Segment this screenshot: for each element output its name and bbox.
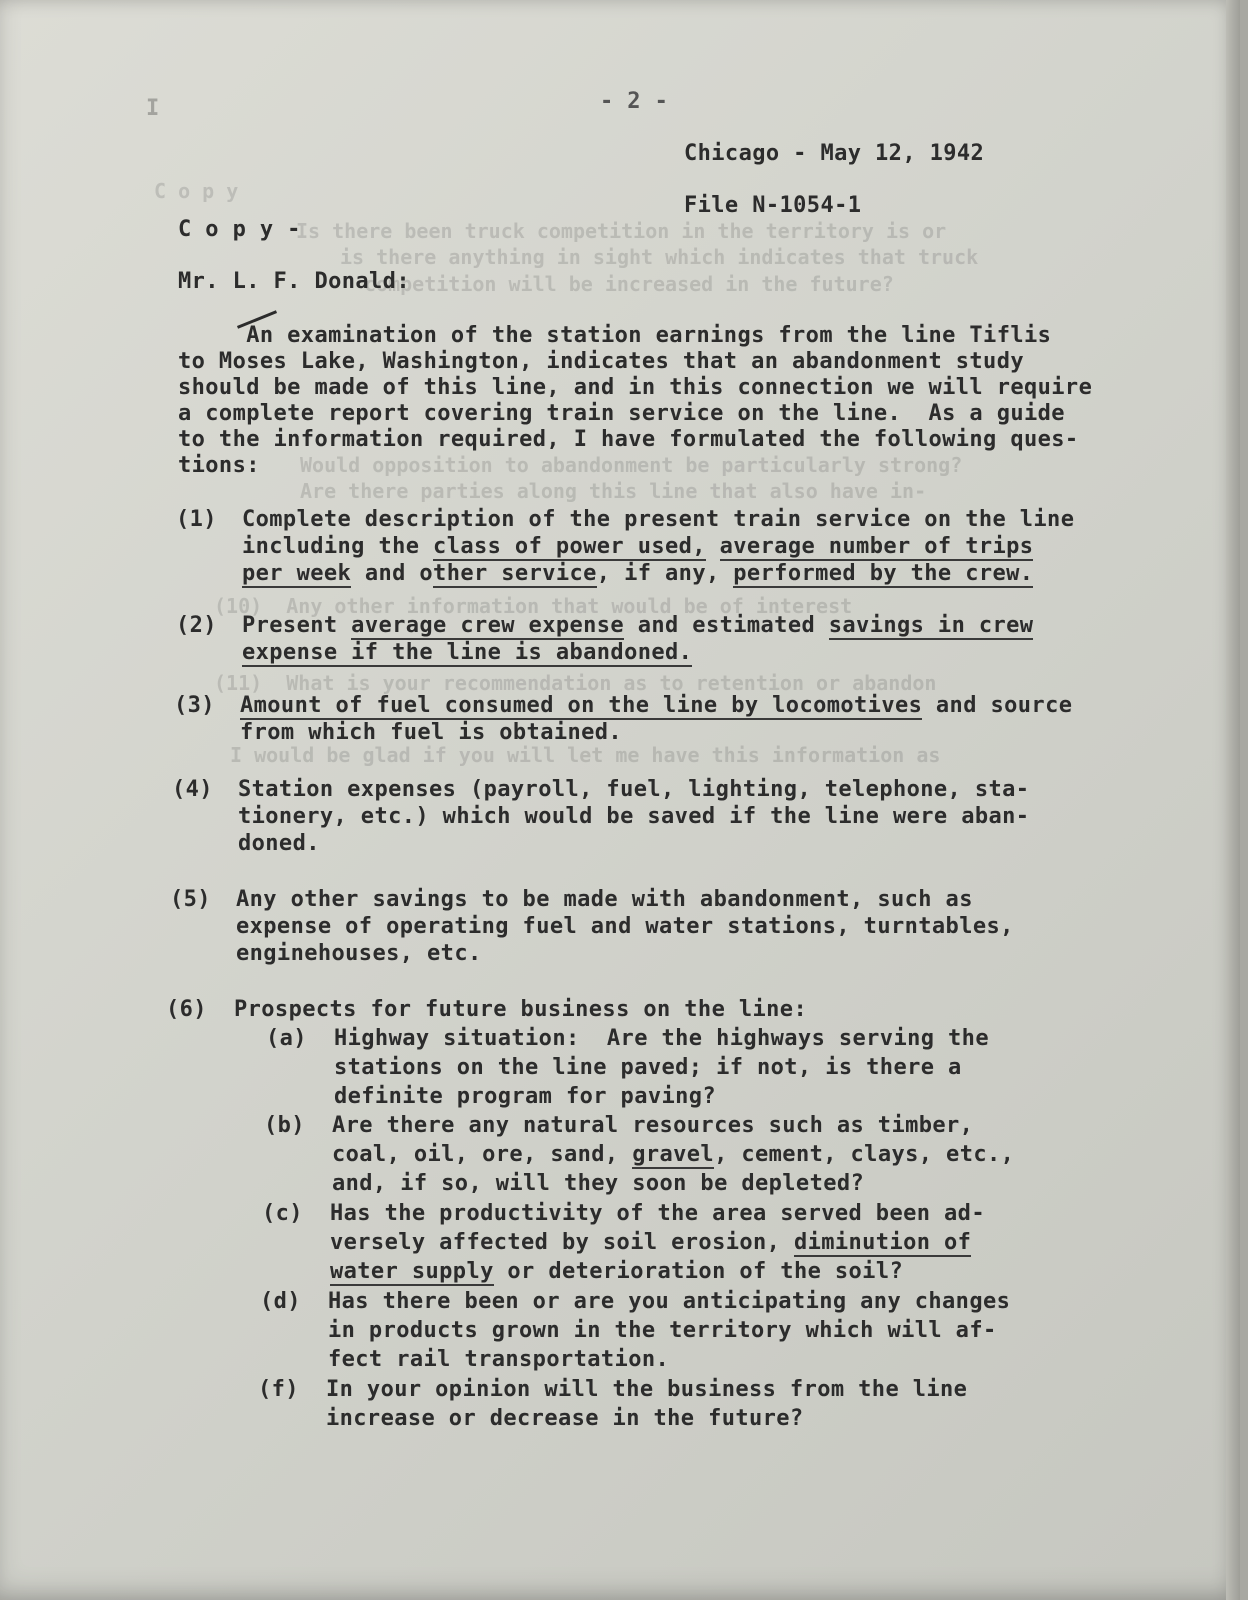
ghost-line: Would opposition to abandonment be particularly strong? <box>300 453 963 477</box>
question-4-line: Station expenses (payroll, fuel, lighting, telephone, sta- <box>238 777 1030 802</box>
intro-line: to Moses Lake, Washington, indicates that an abandonment study <box>178 349 1024 374</box>
ghost-line: is there anything in sight which indicates that truck <box>340 245 979 269</box>
question-number: (2) <box>176 613 217 638</box>
question-2-line: expense if the line is abandoned. <box>242 640 693 665</box>
question-number: (4) <box>172 777 213 802</box>
question-number: (1) <box>176 507 217 532</box>
subquestion-f-line: increase or decrease in the future? <box>326 1406 804 1431</box>
subquestion-b-line: and, if so, will they soon be depleted? <box>332 1171 865 1196</box>
ghost-line: competition will be increased in the future? <box>364 272 894 296</box>
subquestion-a-line: Highway situation: Are the highways serving the <box>334 1026 989 1051</box>
intro-line: to the information required, I have formulated the following ques- <box>178 427 1079 452</box>
question-1-line: including the class of power used, average number of trips <box>242 534 1034 559</box>
question-number: (3) <box>174 693 215 718</box>
subquestion-d-line: Has there been or are you anticipating any changes <box>328 1289 1011 1314</box>
page-edge-shadow <box>1226 0 1240 1600</box>
intro-line: a complete report covering train service on the line. As a guide <box>178 401 1065 426</box>
ghost-line: (10) Any other information that would be of interest <box>214 594 853 618</box>
stray-mark: I <box>146 96 160 121</box>
subquestion-label: (a) <box>266 1026 307 1051</box>
subquestion-b-line: Are there any natural resources such as timber, <box>332 1113 974 1138</box>
addressee: Mr. L. F. Donald: <box>178 269 410 294</box>
page-number: - 2 - <box>600 89 669 114</box>
copy-mark: C o p y - <box>178 217 301 242</box>
ghost-line: I would be glad if you will let me have this information as <box>230 743 941 767</box>
question-6-heading: Prospects for future business on the line: <box>234 997 808 1022</box>
subquestion-d-line: in products grown in the territory which will af- <box>328 1318 997 1343</box>
question-5-line: enginehouses, etc. <box>236 941 482 966</box>
subquestion-f-line: In your opinion will the business from the line <box>326 1377 968 1402</box>
subquestion-a-line: definite program for paving? <box>334 1084 717 1109</box>
subquestion-d-line: fect rail transportation. <box>328 1347 670 1372</box>
ghost-line: Is there been truck competition in the territory is or <box>296 219 947 243</box>
subquestion-label: (f) <box>258 1377 299 1402</box>
file-reference: File N-1054-1 <box>684 193 862 218</box>
question-1-line: per week and other service, if any, performed by the crew. <box>242 561 1034 586</box>
question-number: (6) <box>166 997 207 1022</box>
subquestion-c-line: Has the productivity of the area served been ad- <box>330 1201 985 1226</box>
subquestion-a-line: stations on the line paved; if not, is there a <box>334 1055 962 1080</box>
intro-line: tions: <box>178 453 260 478</box>
subquestion-label: (d) <box>260 1289 301 1314</box>
subquestion-c-line: water supply or deterioration of the soil? <box>330 1259 904 1284</box>
subquestion-label: (b) <box>264 1113 305 1138</box>
question-3-line: Amount of fuel consumed on the line by locomotives and source <box>240 693 1073 718</box>
question-5-line: expense of operating fuel and water stations, turntables, <box>236 914 1014 939</box>
subquestion-c-line: versely affected by soil erosion, diminution of <box>330 1230 972 1255</box>
ghost-line: Are there parties along this line that also have in- <box>300 479 927 503</box>
subquestion-b-line: coal, oil, ore, sand, gravel, cement, clays, etc., <box>332 1142 1015 1167</box>
place-date: Chicago - May 12, 1942 <box>684 141 985 166</box>
question-4-line: doned. <box>238 831 320 856</box>
question-5-line: Any other savings to be made with abandonment, such as <box>236 887 973 912</box>
question-3-line: from which fuel is obtained. <box>240 720 623 745</box>
question-2-line: Present average crew expense and estimated savings in crew <box>242 613 1034 638</box>
ghost-line: (11) What is your recommendation as to retention or abandon <box>214 671 937 695</box>
intro-line: An examination of the station earnings from the line Tiflis <box>178 323 1052 348</box>
question-1-line: Complete description of the present train service on the line <box>242 507 1075 532</box>
intro-line: should be made of this line, and in this connection we will require <box>178 375 1093 400</box>
ghost-copy-mark: C o p y <box>154 179 239 203</box>
question-4-line: tionery, etc.) which would be saved if the line were aban- <box>238 804 1030 829</box>
question-number: (5) <box>170 887 211 912</box>
subquestion-label: (c) <box>262 1201 303 1226</box>
